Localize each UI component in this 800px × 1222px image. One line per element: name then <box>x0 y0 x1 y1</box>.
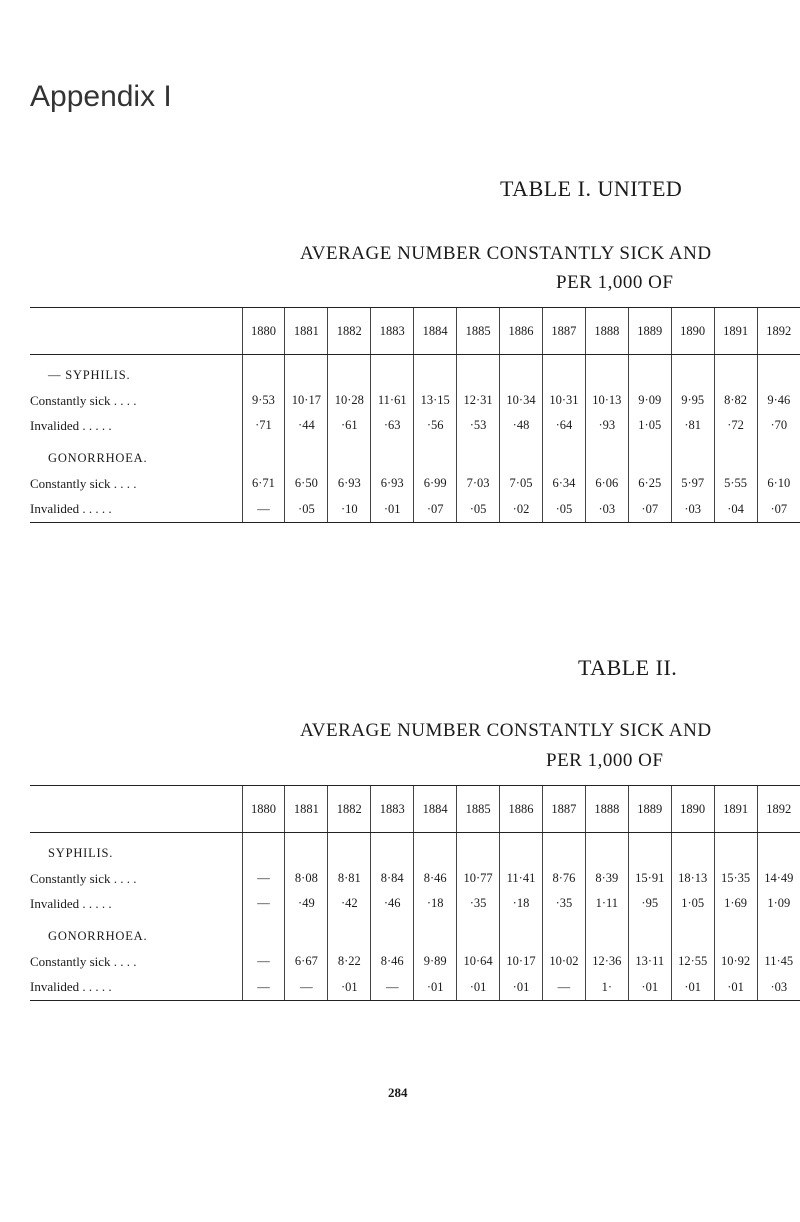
value-cell: 13·11 <box>628 949 671 974</box>
table-row <box>30 388 800 413</box>
year-header: 1890 <box>671 786 714 833</box>
table-2 <box>30 785 800 1001</box>
value-cell: 1·05 <box>628 413 671 438</box>
value-cell: 8·84 <box>371 866 414 891</box>
year-header: 1886 <box>500 308 543 355</box>
year-header: 1888 <box>585 308 628 355</box>
value-cell: ·95 <box>628 891 671 916</box>
value-cell: 11·61 <box>371 388 414 413</box>
value-cell: 9·46 <box>757 388 800 413</box>
year-header: 1881 <box>285 786 328 833</box>
year-header: 1885 <box>457 308 500 355</box>
value-cell: 8·46 <box>371 949 414 974</box>
header-label-cell <box>30 786 242 833</box>
value-cell: ·07 <box>628 496 671 523</box>
appendix-heading: Appendix I <box>30 80 172 113</box>
value-cell: 6·67 <box>285 949 328 974</box>
value-cell: 12·31 <box>457 388 500 413</box>
value-cell: 6·99 <box>414 471 457 496</box>
table-row <box>30 866 800 891</box>
year-header: 1892 <box>757 786 800 833</box>
value-cell: 9·89 <box>414 949 457 974</box>
year-header: 1880 <box>242 786 285 833</box>
year-header: 1885 <box>457 786 500 833</box>
value-cell: 6·34 <box>542 471 585 496</box>
value-cell: 1·11 <box>585 891 628 916</box>
value-cell: — <box>242 974 285 1001</box>
value-cell: ·64 <box>542 413 585 438</box>
value-cell: ·81 <box>671 413 714 438</box>
value-cell: ·01 <box>628 974 671 1001</box>
row-label: Invalided . . . . . <box>30 974 242 1001</box>
value-cell: ·03 <box>757 974 800 1001</box>
year-header: 1891 <box>714 308 757 355</box>
value-cell: ·07 <box>757 496 800 523</box>
value-cell: 6·71 <box>242 471 285 496</box>
value-cell: ·10 <box>328 496 371 523</box>
value-cell: ·46 <box>371 891 414 916</box>
year-header: 1883 <box>371 786 414 833</box>
value-cell: 15·35 <box>714 866 757 891</box>
value-cell: ·71 <box>242 413 285 438</box>
header-row <box>30 308 800 355</box>
value-cell: 9·95 <box>671 388 714 413</box>
value-cell: ·49 <box>285 891 328 916</box>
value-cell: 10·13 <box>585 388 628 413</box>
value-cell: ·18 <box>500 891 543 916</box>
value-cell: 10·34 <box>500 388 543 413</box>
value-cell: ·05 <box>457 496 500 523</box>
value-cell: 13·15 <box>414 388 457 413</box>
value-cell: ·70 <box>757 413 800 438</box>
value-cell: ·18 <box>414 891 457 916</box>
row-label: Constantly sick . . . . <box>30 953 137 969</box>
value-cell: ·01 <box>671 974 714 1001</box>
section-row <box>30 363 800 388</box>
value-cell: 1·05 <box>671 891 714 916</box>
value-cell: 8·22 <box>328 949 371 974</box>
value-cell: 8·46 <box>414 866 457 891</box>
value-cell: 8·82 <box>714 388 757 413</box>
year-header: 1892 <box>757 308 800 355</box>
value-cell: 6·50 <box>285 471 328 496</box>
year-header: 1886 <box>500 786 543 833</box>
table-2-title: TABLE II. <box>578 655 678 680</box>
value-cell: 6·10 <box>757 471 800 496</box>
value-cell: 10·64 <box>457 949 500 974</box>
section-heading: SYPHILIS. <box>48 846 114 860</box>
section-row <box>30 841 800 866</box>
year-header: 1884 <box>414 308 457 355</box>
value-cell: 10·17 <box>500 949 543 974</box>
value-cell: 9·53 <box>242 388 285 413</box>
value-cell: 6·93 <box>371 471 414 496</box>
year-header: 1882 <box>328 308 371 355</box>
value-cell: 8·81 <box>328 866 371 891</box>
value-cell: — <box>542 974 585 1001</box>
value-cell: 6·06 <box>585 471 628 496</box>
table-1-subtitle-line1: AVERAGE NUMBER CONSTANTLY SICK AND <box>300 243 712 264</box>
value-cell: ·61 <box>328 413 371 438</box>
table-2-subtitle-line1: AVERAGE NUMBER CONSTANTLY SICK AND <box>300 720 712 741</box>
section-heading: GONORRHOEA. <box>48 451 148 465</box>
value-cell: ·01 <box>714 974 757 1001</box>
table-row <box>30 471 800 496</box>
value-cell: ·05 <box>542 496 585 523</box>
section-heading: — SYPHILIS. <box>48 368 131 382</box>
year-header: 1890 <box>671 308 714 355</box>
year-header: 1887 <box>542 308 585 355</box>
table-row <box>30 413 800 438</box>
year-header: 1883 <box>371 308 414 355</box>
page-number: 284 <box>388 1085 408 1100</box>
value-cell: ·42 <box>328 891 371 916</box>
value-cell: 1·09 <box>757 891 800 916</box>
value-cell: ·01 <box>500 974 543 1001</box>
spacer-row <box>30 355 800 364</box>
row-label: Constantly sick . . . . <box>30 475 137 491</box>
section-heading: GONORRHOEA. <box>48 929 148 943</box>
table-1-title: TABLE I. UNITED <box>500 176 683 201</box>
year-header: 1882 <box>328 786 371 833</box>
value-cell: 1·69 <box>714 891 757 916</box>
value-cell: ·56 <box>414 413 457 438</box>
value-cell: 10·17 <box>285 388 328 413</box>
row-label: Constantly sick . . . . <box>30 392 137 408</box>
value-cell: — <box>242 496 285 523</box>
value-cell: — <box>242 949 285 974</box>
value-cell: 5·55 <box>714 471 757 496</box>
year-header: 1889 <box>628 786 671 833</box>
table-2-subtitle-line2: PER 1,000 OF <box>546 750 664 771</box>
value-cell: ·01 <box>414 974 457 1001</box>
value-cell: 11·41 <box>500 866 543 891</box>
year-header: 1888 <box>585 786 628 833</box>
value-cell: ·01 <box>371 496 414 523</box>
table-row <box>30 891 800 916</box>
value-cell: ·01 <box>457 974 500 1001</box>
year-header: 1891 <box>714 786 757 833</box>
value-cell: — <box>242 866 285 891</box>
row-label: Invalided . . . . . <box>30 417 112 433</box>
value-cell: 7·05 <box>500 471 543 496</box>
value-cell: 18·13 <box>671 866 714 891</box>
value-cell: ·02 <box>500 496 543 523</box>
value-cell: ·35 <box>542 891 585 916</box>
value-cell: ·44 <box>285 413 328 438</box>
spacer-row <box>30 438 800 446</box>
value-cell: — <box>371 974 414 1001</box>
year-header: 1889 <box>628 308 671 355</box>
table-row <box>30 974 800 1001</box>
value-cell: 12·55 <box>671 949 714 974</box>
value-cell: ·03 <box>671 496 714 523</box>
value-cell: ·05 <box>285 496 328 523</box>
value-cell: 10·31 <box>542 388 585 413</box>
value-cell: ·93 <box>585 413 628 438</box>
year-header: 1887 <box>542 786 585 833</box>
value-cell: 9·09 <box>628 388 671 413</box>
value-cell: 15·91 <box>628 866 671 891</box>
value-cell: ·48 <box>500 413 543 438</box>
value-cell: ·63 <box>371 413 414 438</box>
value-cell: 12·36 <box>585 949 628 974</box>
value-cell: ·04 <box>714 496 757 523</box>
value-cell: — <box>242 891 285 916</box>
section-row <box>30 446 800 471</box>
table-1-subtitle-line2: PER 1,000 OF <box>556 272 674 293</box>
value-cell: ·03 <box>585 496 628 523</box>
value-cell: 5·97 <box>671 471 714 496</box>
table-row <box>30 496 800 523</box>
spacer-row <box>30 916 800 924</box>
value-cell: 10·77 <box>457 866 500 891</box>
header-row <box>30 786 800 833</box>
table-1 <box>30 307 800 523</box>
value-cell: 6·93 <box>328 471 371 496</box>
value-cell: 6·25 <box>628 471 671 496</box>
value-cell: 7·03 <box>457 471 500 496</box>
value-cell: 8·76 <box>542 866 585 891</box>
value-cell: ·72 <box>714 413 757 438</box>
row-label: Constantly sick . . . . <box>30 870 137 886</box>
value-cell: — <box>285 974 328 1001</box>
value-cell: 11·45 <box>757 949 800 974</box>
value-cell: 1· <box>585 974 628 1001</box>
year-header: 1880 <box>242 308 285 355</box>
value-cell: 10·02 <box>542 949 585 974</box>
header-label-cell <box>30 308 242 355</box>
section-row <box>30 924 800 949</box>
value-cell: 10·28 <box>328 388 371 413</box>
value-cell: ·35 <box>457 891 500 916</box>
value-cell: 8·08 <box>285 866 328 891</box>
row-label: Invalided . . . . . <box>30 895 112 911</box>
year-header: 1881 <box>285 308 328 355</box>
year-header: 1884 <box>414 786 457 833</box>
value-cell: ·53 <box>457 413 500 438</box>
value-cell: ·07 <box>414 496 457 523</box>
spacer-row <box>30 833 800 842</box>
value-cell: 10·92 <box>714 949 757 974</box>
table-row <box>30 949 800 974</box>
value-cell: 8·39 <box>585 866 628 891</box>
row-label: Invalided . . . . . <box>30 496 242 523</box>
value-cell: 14·49 <box>757 866 800 891</box>
value-cell: ·01 <box>328 974 371 1001</box>
